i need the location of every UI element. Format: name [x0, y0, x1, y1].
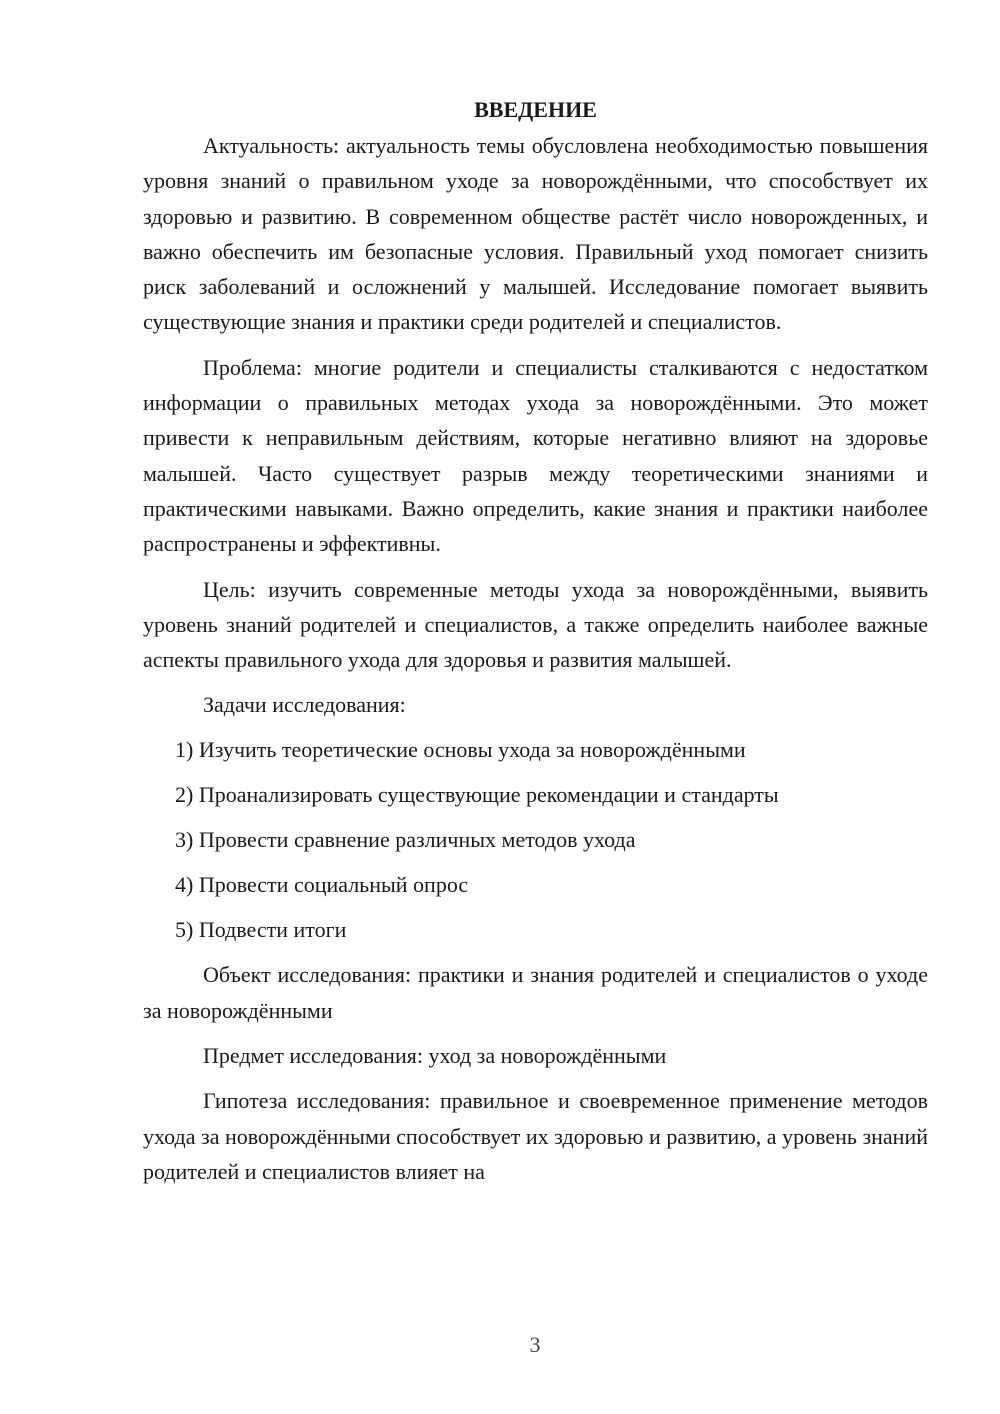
- paragraph-subject: Предмет исследования: уход за новорождёнными: [203, 1043, 667, 1069]
- task-item-5: 5) Подвести итоги: [175, 917, 347, 943]
- tasks-heading: Задачи исследования:: [203, 692, 406, 718]
- paragraph-goal: Цель: изучить современные методы ухода за новорождёнными, выявить уровень знаний родителей и специалистов, а также определить наиболее важные аспекты правильного ухода для здоровья и развития малышей.: [143, 576, 928, 673]
- paragraph-hypothesis: Гипотеза исследования: правильное и своевременное применение методов ухода за новорождёнными способствует их здоровью и развитию, а уровень знаний родителей и специалистов влияет на: [143, 1088, 928, 1184]
- paragraph-object: Объект исследования: практики и знания родителей и специалистов о уходе за новорождёнными: [143, 962, 928, 1023]
- paragraph-relevance: Актуальность: актуальность темы обусловлена необходимостью повышения уровня знаний о правильном уходе за новорождёнными, что способствует их здоровью и развитию. В современном обществе растёт число новорожденных, и важно обеспечить им безопасные условия. Правильный уход помогает снизить риск заболеваний и осложнений у малышей. Исследование помогает выявить существующие знания и практики среди родителей и специалистов.: [143, 133, 928, 335]
- document-page: [143, 94, 928, 1199]
- task-item-3: 3) Провести сравнение различных методов ухода: [175, 827, 636, 853]
- task-item-1: 1) Изучить теоретические основы ухода за новорождёнными: [175, 737, 746, 763]
- task-item-4: 4) Провести социальный опрос: [175, 872, 469, 898]
- paragraph-problem: Проблема: многие родители и специалисты сталкиваются с недостатком информации о правильных методах ухода за новорождёнными. Это может привести к неправильным действиям, которые негативно влияют на здоровье малышей. Часто существует разрыв между теоретическими знаниями и практическими навыками. Важно определить, какие знания и практики наиболее распространены и эффективны.: [143, 354, 928, 557]
- section-title: ВВЕДЕНИЕ: [474, 97, 597, 122]
- page-number: 3: [529, 1332, 541, 1357]
- tasks-list: [143, 732, 928, 947]
- task-item-2: 2) Проанализировать существующие рекомендации и стандарты: [175, 782, 779, 808]
